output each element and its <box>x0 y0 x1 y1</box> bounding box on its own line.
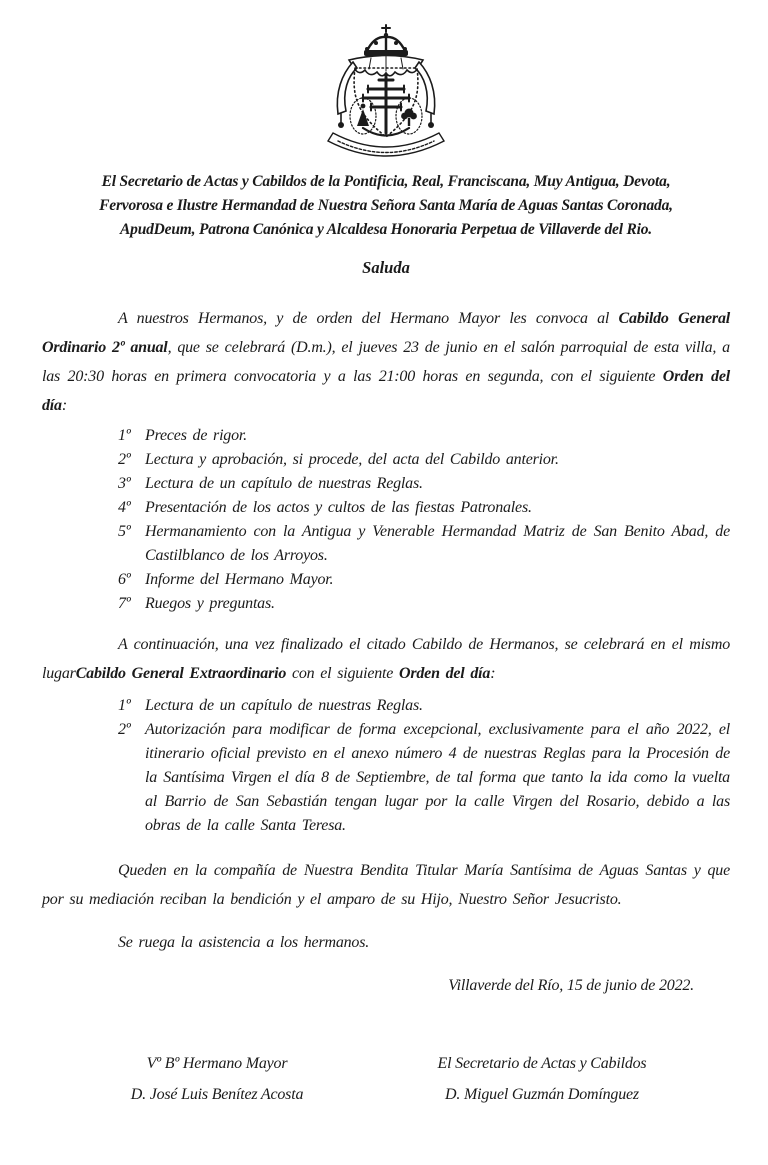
agenda-item-text: Autorización para modificar de forma excepcional, exclusivamente para el año 2022, el itinerario oficial previsto en el anexo número 4 de nuestras Reglas para la Procesión de la Santísima Virgen el día 8 de Septiembre, de tal forma que tanto la ida como la vuelta al Barrio de San Sebastián tengan lugar por la calle Virgen del Rosario, debido a las obras de la calle Santa Teresa. <box>145 721 730 834</box>
curtain-left <box>337 62 357 128</box>
p1-bold-orden-del-dia: Orden del día <box>42 368 730 414</box>
agenda-extraordinario <box>42 694 730 838</box>
agenda-item-text: Lectura de un capítulo de nuestras Reglas. <box>145 475 423 492</box>
agenda-item-number: 5º <box>118 523 131 540</box>
p2-text-post: : <box>490 665 496 682</box>
signature-name: D. José Luis Benítez Acosta <box>130 1086 304 1103</box>
agenda-item <box>42 520 730 568</box>
agenda-ordinario <box>42 424 730 616</box>
agenda-item-number: 1º <box>118 427 131 444</box>
agenda-item-number: 4º <box>118 499 131 516</box>
signature-role: El Secretario de Actas y Cabildos <box>437 1055 647 1072</box>
curtain-right <box>415 62 435 128</box>
signature-role: Vº Bº Hermano Mayor <box>146 1055 288 1072</box>
p1-bold-cabildo-ordinario: Cabildo General Ordinario 2º anual <box>42 310 730 356</box>
letterhead-title <box>42 170 730 242</box>
agenda-item <box>42 568 730 592</box>
agenda-item-number: 3º <box>118 475 131 492</box>
letterhead-line-2: Fervorosa e Ilustre Hermandad de Nuestra Señora Santa María de Aguas Santas Coronada, <box>99 197 673 214</box>
signature-name: D. Miguel Guzmán Domínguez <box>445 1086 639 1103</box>
agenda-item-text: Lectura de un capítulo de nuestras Reglas. <box>145 697 423 714</box>
paragraph-blessing: Queden en la compañía de Nuestra Bendita Titular María Santísima de Aguas Santas y que por su mediación reciban la bendición y el amparo de su Hijo, Nuestro Señor Jesucristo. <box>42 862 730 908</box>
agenda-item-number: 6º <box>118 571 131 588</box>
agenda-item <box>42 448 730 472</box>
paragraph-extraordinario <box>42 630 730 688</box>
p2-text-pre: A continuación, una vez finalizado el citado Cabildo de Hermanos, se celebrará en el mismo lugar <box>42 636 730 682</box>
agenda-item-text: Preces de rigor. <box>145 427 247 444</box>
agenda-item-number: 7º <box>118 595 131 612</box>
p1-text-mid: , que se celebrará (D.m.), el jueves 23 de junio en el salón parroquial de esta villa, a las 20:30 horas en primera convocatoria y a las 21:00 horas en segunda, con el siguiente <box>42 339 730 385</box>
letter-page <box>0 22 768 1165</box>
agenda-item <box>42 592 730 616</box>
signature-block <box>42 1048 730 1110</box>
scanned-letter <box>0 22 768 1165</box>
signature-secretario <box>382 1048 702 1110</box>
p2-bold-cabildo-extraordinario: Cabildo General Extraordinario <box>75 665 287 682</box>
coat-of-arms-icon <box>301 22 471 162</box>
crown-icon <box>364 25 408 56</box>
p1-text-pre: A nuestros Hermanos, y de orden del Hermano Mayor les convoca al <box>118 310 619 327</box>
salutation: Saluda <box>362 258 410 277</box>
agenda-item <box>42 694 730 718</box>
agenda-item <box>42 424 730 448</box>
agenda-item-text: Hermanamiento con la Antigua y Venerable Hermandad Matriz de San Benito Abad, de Castilblanco de los Arroyos. <box>145 523 730 564</box>
agenda-item-text: Presentación de los actos y cultos de las fiestas Patronales. <box>145 499 532 516</box>
hermandad-emblem <box>301 22 471 162</box>
caravaca-cross-icon <box>363 74 409 133</box>
agenda-item-text: Ruegos y preguntas. <box>145 595 275 612</box>
agenda-item-text: Lectura y aprobación, si procede, del acta del Cabildo anterior. <box>145 451 559 468</box>
agenda-item-text: Informe del Hermano Mayor. <box>145 571 334 588</box>
dateline: Villaverde del Río, 15 de junio de 2022. <box>448 977 694 994</box>
agenda-item <box>42 496 730 520</box>
agenda-item <box>42 472 730 496</box>
p1-text-post: : <box>61 397 67 414</box>
signature-hermano-mayor <box>62 1048 372 1110</box>
agenda-item-number: 2º <box>118 451 131 468</box>
letterhead-line-1: El Secretario de Actas y Cabildos de la Pontificia, Real, Franciscana, Muy Antigua, Devota, <box>101 173 671 190</box>
p2-text-mid: con el siguiente <box>286 665 399 682</box>
agenda-item-number: 1º <box>118 697 131 714</box>
agenda-item-number: 2º <box>118 721 131 738</box>
paragraph-attendance: Se ruega la asistencia a los hermanos. <box>118 934 370 951</box>
letterhead-line-3: ApudDeum, Patrona Canónica y Alcaldesa Honoraria Perpetua de Villaverde del Rio. <box>120 221 652 238</box>
p2-bold-orden-del-dia: Orden del día <box>399 665 491 682</box>
paragraph-convocation <box>42 304 730 420</box>
agenda-item <box>42 718 730 838</box>
